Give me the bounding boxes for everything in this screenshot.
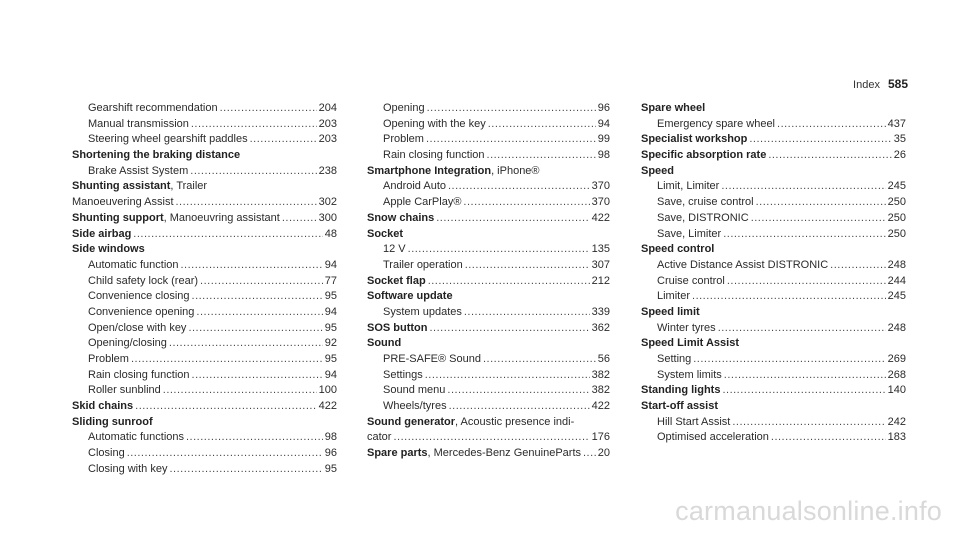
- dot-leader: [583, 446, 596, 462]
- dot-leader: [487, 148, 596, 164]
- entry-term: Roller sunblind: [88, 384, 161, 397]
- entry-term: Limit, Limiter: [657, 180, 720, 193]
- entry-term: Trailer operation: [383, 258, 463, 271]
- index-entry: [72, 415, 337, 431]
- index-entry: [72, 383, 337, 399]
- entry-heading: Snow chains: [367, 211, 435, 224]
- entry-heading: Sound generator: [367, 415, 456, 428]
- entry-qualifier: , Mercedes-Benz GenuineParts: [427, 447, 581, 460]
- dot-leader: [220, 101, 317, 117]
- index-entry: [72, 195, 337, 211]
- index-entry: [641, 415, 906, 431]
- entry-page: 370: [591, 180, 610, 193]
- index-entry: [367, 399, 610, 415]
- entry-term: System updates: [383, 305, 462, 318]
- entry-page: 94: [324, 258, 337, 271]
- index-entry: [641, 336, 906, 352]
- index-entry: [367, 305, 610, 321]
- entry-term: Settings: [383, 368, 423, 381]
- entry-term: Hill Start Assist: [657, 415, 731, 428]
- entry-page: 250: [887, 196, 906, 209]
- index-entry: [367, 352, 610, 368]
- dot-leader: [408, 242, 590, 258]
- entry-page: 203: [318, 133, 337, 146]
- entry-page: 248: [887, 321, 906, 334]
- dot-leader: [169, 336, 323, 352]
- dot-leader: [449, 399, 590, 415]
- entry-page: 98: [597, 149, 610, 162]
- dot-leader: [186, 430, 323, 446]
- dot-leader: [196, 305, 322, 321]
- dot-leader: [192, 368, 323, 384]
- entry-term: PRE-SAFE® Sound: [383, 353, 481, 365]
- entry-page: 95: [324, 290, 337, 303]
- dot-leader: [830, 258, 885, 274]
- index-entry: [72, 211, 337, 227]
- entry-term: [367, 274, 426, 290]
- entry-page: 242: [887, 415, 906, 428]
- dot-leader: [425, 368, 590, 384]
- entry-term: Save, cruise control: [657, 196, 754, 209]
- entry-term: Opening with the key: [383, 117, 486, 130]
- page-number: 585: [887, 77, 908, 91]
- entry-term: [367, 164, 540, 180]
- entry-page: 250: [887, 227, 906, 240]
- dot-leader: [488, 117, 596, 133]
- entry-heading: Start-off assist: [641, 400, 719, 413]
- entry-page: 96: [597, 102, 610, 114]
- entry-page: 382: [591, 368, 610, 381]
- dot-leader: [727, 274, 886, 290]
- index-entry: [641, 195, 906, 211]
- entry-page: 35: [893, 133, 906, 146]
- entry-page: 422: [591, 211, 610, 224]
- entry-page: 248: [887, 258, 906, 271]
- index-entry: [641, 227, 906, 243]
- dot-leader: [483, 352, 596, 368]
- dot-leader: [133, 227, 322, 243]
- entry-page: 95: [324, 321, 337, 334]
- entry-term: Convenience closing: [88, 290, 190, 303]
- entry-qualifier: , Manoeuvring assistant: [163, 211, 280, 224]
- entry-page: 382: [591, 384, 610, 397]
- dot-leader: [447, 383, 589, 399]
- entry-heading: SOS button: [367, 321, 428, 334]
- index-entry: [641, 305, 906, 321]
- dot-leader: [756, 195, 886, 211]
- entry-qualifier: , iPhone®: [491, 164, 540, 177]
- entry-page: 100: [318, 384, 337, 397]
- entry-term: [641, 132, 747, 148]
- watermark: carmanualsonline.info: [675, 496, 942, 526]
- entry-heading: Speed: [641, 164, 675, 177]
- entry-heading: Speed limit: [641, 305, 700, 318]
- index-entry: [72, 117, 337, 133]
- index-entry: [641, 399, 906, 415]
- dot-leader: [771, 430, 886, 446]
- dot-leader: [465, 258, 590, 274]
- entry-page: 302: [318, 196, 337, 209]
- entry-heading: Sliding sunroof: [72, 415, 153, 428]
- entry-page: 307: [591, 258, 610, 271]
- entry-term: Child safety lock (rear): [88, 274, 199, 287]
- index-entry: [367, 132, 610, 148]
- index-entry: [641, 258, 906, 274]
- entry-page: 176: [591, 431, 610, 444]
- entry-term: Limiter: [657, 290, 691, 303]
- entry-page: 212: [591, 274, 610, 287]
- entry-term: [367, 415, 574, 431]
- entry-page: 422: [591, 400, 610, 413]
- index-entry: [641, 321, 906, 337]
- entry-page: 300: [318, 211, 337, 224]
- index-entry: [367, 117, 610, 133]
- dot-leader: [464, 305, 590, 321]
- index-entry: [367, 289, 610, 305]
- entry-term: [72, 227, 131, 243]
- entry-term: [641, 383, 720, 399]
- entry-page: 339: [591, 305, 610, 318]
- index-entry: [72, 164, 337, 180]
- dot-leader: [393, 430, 589, 446]
- dot-leader: [718, 321, 886, 337]
- dot-leader: [127, 446, 323, 462]
- entry-page: 269: [887, 353, 906, 365]
- index-column-1: [72, 101, 337, 478]
- header-label: Index: [853, 79, 880, 91]
- dot-leader: [463, 195, 589, 211]
- entry-page: 98: [324, 431, 337, 444]
- index-entry: [72, 289, 337, 305]
- entry-heading: Shunting assistant: [72, 180, 171, 193]
- entry-page: 96: [324, 447, 337, 460]
- entry-term: Brake Assist System: [88, 164, 189, 177]
- entry-page: 77: [324, 274, 337, 287]
- index-entry: [641, 179, 906, 195]
- entry-term: Convenience opening: [88, 305, 195, 318]
- index-entry: [72, 148, 337, 164]
- dot-leader: [448, 179, 590, 195]
- dot-leader: [191, 117, 317, 133]
- entry-term: System limits: [657, 368, 722, 381]
- index-entry: [367, 242, 610, 258]
- dot-leader: [282, 211, 317, 227]
- dot-leader: [200, 274, 323, 290]
- entry-page: 183: [887, 431, 906, 444]
- entry-heading: Software update: [367, 290, 453, 303]
- index-entry: [641, 211, 906, 227]
- dot-leader: [190, 164, 316, 180]
- entry-heading: Speed Limit Assist: [641, 337, 740, 350]
- index-entry: [72, 321, 337, 337]
- entry-heading: Speed control: [641, 243, 715, 256]
- entry-term: [367, 321, 428, 337]
- entry-page: 140: [887, 384, 906, 397]
- index-entry: [641, 101, 906, 117]
- index-entry: [72, 132, 337, 148]
- entry-heading: Specific absorption rate: [641, 149, 767, 162]
- dot-leader: [692, 289, 886, 305]
- entry-page: 56: [597, 353, 610, 365]
- entry-term: Active Distance Assist DISTRONIC: [657, 258, 829, 271]
- entry-term: Closing: [88, 447, 125, 460]
- index-entry: [641, 430, 906, 446]
- entry-page: 99: [597, 133, 610, 146]
- dot-leader: [751, 211, 886, 227]
- entry-term: Problem: [383, 133, 424, 146]
- entry-term: Rain closing function: [88, 368, 190, 381]
- entry-heading: Spare parts: [367, 447, 428, 460]
- entry-term: Manual transmission: [88, 117, 189, 130]
- index-entry: [367, 368, 610, 384]
- index-entry: [72, 368, 337, 384]
- index-entry: [367, 274, 610, 290]
- dot-leader: [777, 117, 886, 133]
- index-entry: [641, 274, 906, 290]
- entry-page: 94: [324, 368, 337, 381]
- entry-page: 244: [887, 274, 906, 287]
- index-entry: [641, 242, 906, 258]
- index-entry: [641, 148, 906, 164]
- entry-page: 362: [591, 321, 610, 334]
- entry-term: Rain closing function: [383, 149, 485, 162]
- entry-heading: Standing lights: [641, 384, 721, 397]
- index-entry: [72, 430, 337, 446]
- entry-page: 135: [591, 243, 610, 256]
- entry-page: 203: [318, 117, 337, 130]
- index-entry: [367, 446, 610, 462]
- index-entry: [367, 179, 610, 195]
- dot-leader: [732, 415, 885, 431]
- entry-heading: Smartphone Integration: [367, 164, 492, 177]
- dot-leader: [768, 148, 891, 164]
- entry-term: Save, DISTRONIC: [657, 211, 749, 224]
- entry-page: 370: [591, 196, 610, 209]
- entry-heading: Sound: [367, 337, 402, 350]
- entry-page: 245: [887, 290, 906, 303]
- entry-heading: Shunting support: [72, 211, 164, 224]
- index-entry: [72, 227, 337, 243]
- entry-page: 20: [597, 447, 610, 460]
- entry-term: Emergency spare wheel: [657, 117, 776, 130]
- dot-leader: [436, 211, 589, 227]
- index-entry: [72, 305, 337, 321]
- page-header: [853, 77, 908, 91]
- dot-leader: [426, 132, 596, 148]
- index-entry: [72, 352, 337, 368]
- index-entry: [72, 446, 337, 462]
- dot-leader: [724, 368, 886, 384]
- index-entry: [72, 101, 337, 117]
- dot-leader: [430, 321, 590, 337]
- dot-leader: [722, 383, 885, 399]
- entry-term: Opening: [383, 102, 425, 114]
- index-entry: [367, 430, 610, 446]
- entry-term: Opening/closing: [88, 337, 167, 350]
- index-entry: [641, 383, 906, 399]
- entry-page: 250: [887, 211, 906, 224]
- entry-page: 94: [324, 305, 337, 318]
- index-entry: [641, 368, 906, 384]
- entry-term: Closing with key: [88, 462, 168, 475]
- index-entry: [72, 258, 337, 274]
- index-entry: [641, 117, 906, 133]
- index-entry: [367, 164, 610, 180]
- entry-page: 95: [324, 353, 337, 365]
- entry-term: Winter tyres: [657, 321, 716, 334]
- entry-heading: Socket flap: [367, 274, 426, 287]
- index-entry: [367, 101, 610, 117]
- entry-term: 12 V: [383, 243, 406, 256]
- dot-leader: [427, 101, 596, 117]
- index-entry: [367, 336, 610, 352]
- entry-page: 437: [887, 117, 906, 130]
- index-entry: [367, 383, 610, 399]
- entry-page: 94: [597, 117, 610, 130]
- entry-heading: Skid chains: [72, 400, 134, 413]
- index-entry: [367, 211, 610, 227]
- index-entry: [72, 274, 337, 290]
- entry-qualifier: , Acoustic presence indi-: [455, 415, 575, 428]
- dot-leader: [169, 462, 322, 478]
- entry-term: Setting: [657, 353, 692, 365]
- dot-leader: [163, 383, 317, 399]
- dot-leader: [721, 179, 885, 195]
- dot-leader: [250, 132, 317, 148]
- dot-leader: [188, 321, 322, 337]
- entry-term: Manoeuvering Assist: [72, 196, 174, 209]
- entry-term: cator: [367, 431, 392, 444]
- index-entry: [72, 399, 337, 415]
- entry-page: 238: [318, 164, 337, 177]
- entry-term: [367, 446, 581, 462]
- entry-qualifier: , Trailer: [170, 180, 208, 193]
- index-entry: [641, 164, 906, 180]
- index-entry: [367, 321, 610, 337]
- entry-term: Android Auto: [383, 180, 446, 193]
- index-entry: [367, 227, 610, 243]
- entry-term: Wheels/tyres: [383, 400, 447, 413]
- entry-page: 204: [318, 102, 337, 114]
- index-entry: [367, 415, 610, 431]
- entry-term: [72, 399, 133, 415]
- index-entry: [367, 148, 610, 164]
- dot-leader: [693, 352, 885, 368]
- entry-page: 422: [318, 400, 337, 413]
- index-entry: [641, 132, 906, 148]
- entry-term: Problem: [88, 353, 129, 365]
- dot-leader: [749, 132, 891, 148]
- entry-term: Optimised acceleration: [657, 431, 769, 444]
- entry-heading: Shortening the braking distance: [72, 149, 241, 162]
- dot-leader: [131, 352, 323, 368]
- entry-term: Save, Limiter: [657, 227, 722, 240]
- dot-leader: [428, 274, 590, 290]
- entry-heading: Spare wheel: [641, 102, 706, 114]
- index-entry: [72, 462, 337, 478]
- dot-leader: [176, 195, 317, 211]
- entry-page: 95: [324, 462, 337, 475]
- entry-page: 26: [893, 149, 906, 162]
- entry-page: 268: [887, 368, 906, 381]
- dot-leader: [181, 258, 323, 274]
- dot-leader: [723, 227, 885, 243]
- entry-page: 92: [324, 337, 337, 350]
- index-entry: [72, 242, 337, 258]
- dot-leader: [135, 399, 317, 415]
- entry-heading: Side windows: [72, 243, 145, 256]
- entry-term: Cruise control: [657, 274, 725, 287]
- entry-term: Apple CarPlay®: [383, 196, 462, 209]
- index-entry: [641, 352, 906, 368]
- index-entry: [72, 179, 337, 195]
- entry-heading: Specialist workshop: [641, 133, 748, 146]
- entry-heading: Side airbag: [72, 227, 132, 240]
- index-entry: [367, 258, 610, 274]
- entry-term: [72, 179, 207, 195]
- index-entry: [72, 336, 337, 352]
- entry-page: 48: [324, 227, 337, 240]
- index-column-3: [641, 101, 906, 446]
- entry-term: [641, 148, 766, 164]
- entry-term: Automatic function: [88, 258, 179, 271]
- index-entry: [367, 195, 610, 211]
- index-column-2: [367, 101, 610, 462]
- entry-page: 245: [887, 180, 906, 193]
- entry-heading: Socket: [367, 227, 404, 240]
- entry-term: Gearshift recommendation: [88, 102, 218, 114]
- entry-term: Open/close with key: [88, 321, 187, 334]
- entry-term: [367, 211, 434, 227]
- index-entry: [641, 289, 906, 305]
- entry-term: Steering wheel gearshift paddles: [88, 133, 248, 146]
- entry-term: Sound menu: [383, 384, 446, 397]
- dot-leader: [192, 289, 323, 305]
- entry-term: [72, 211, 280, 227]
- entry-term: Automatic functions: [88, 431, 184, 444]
